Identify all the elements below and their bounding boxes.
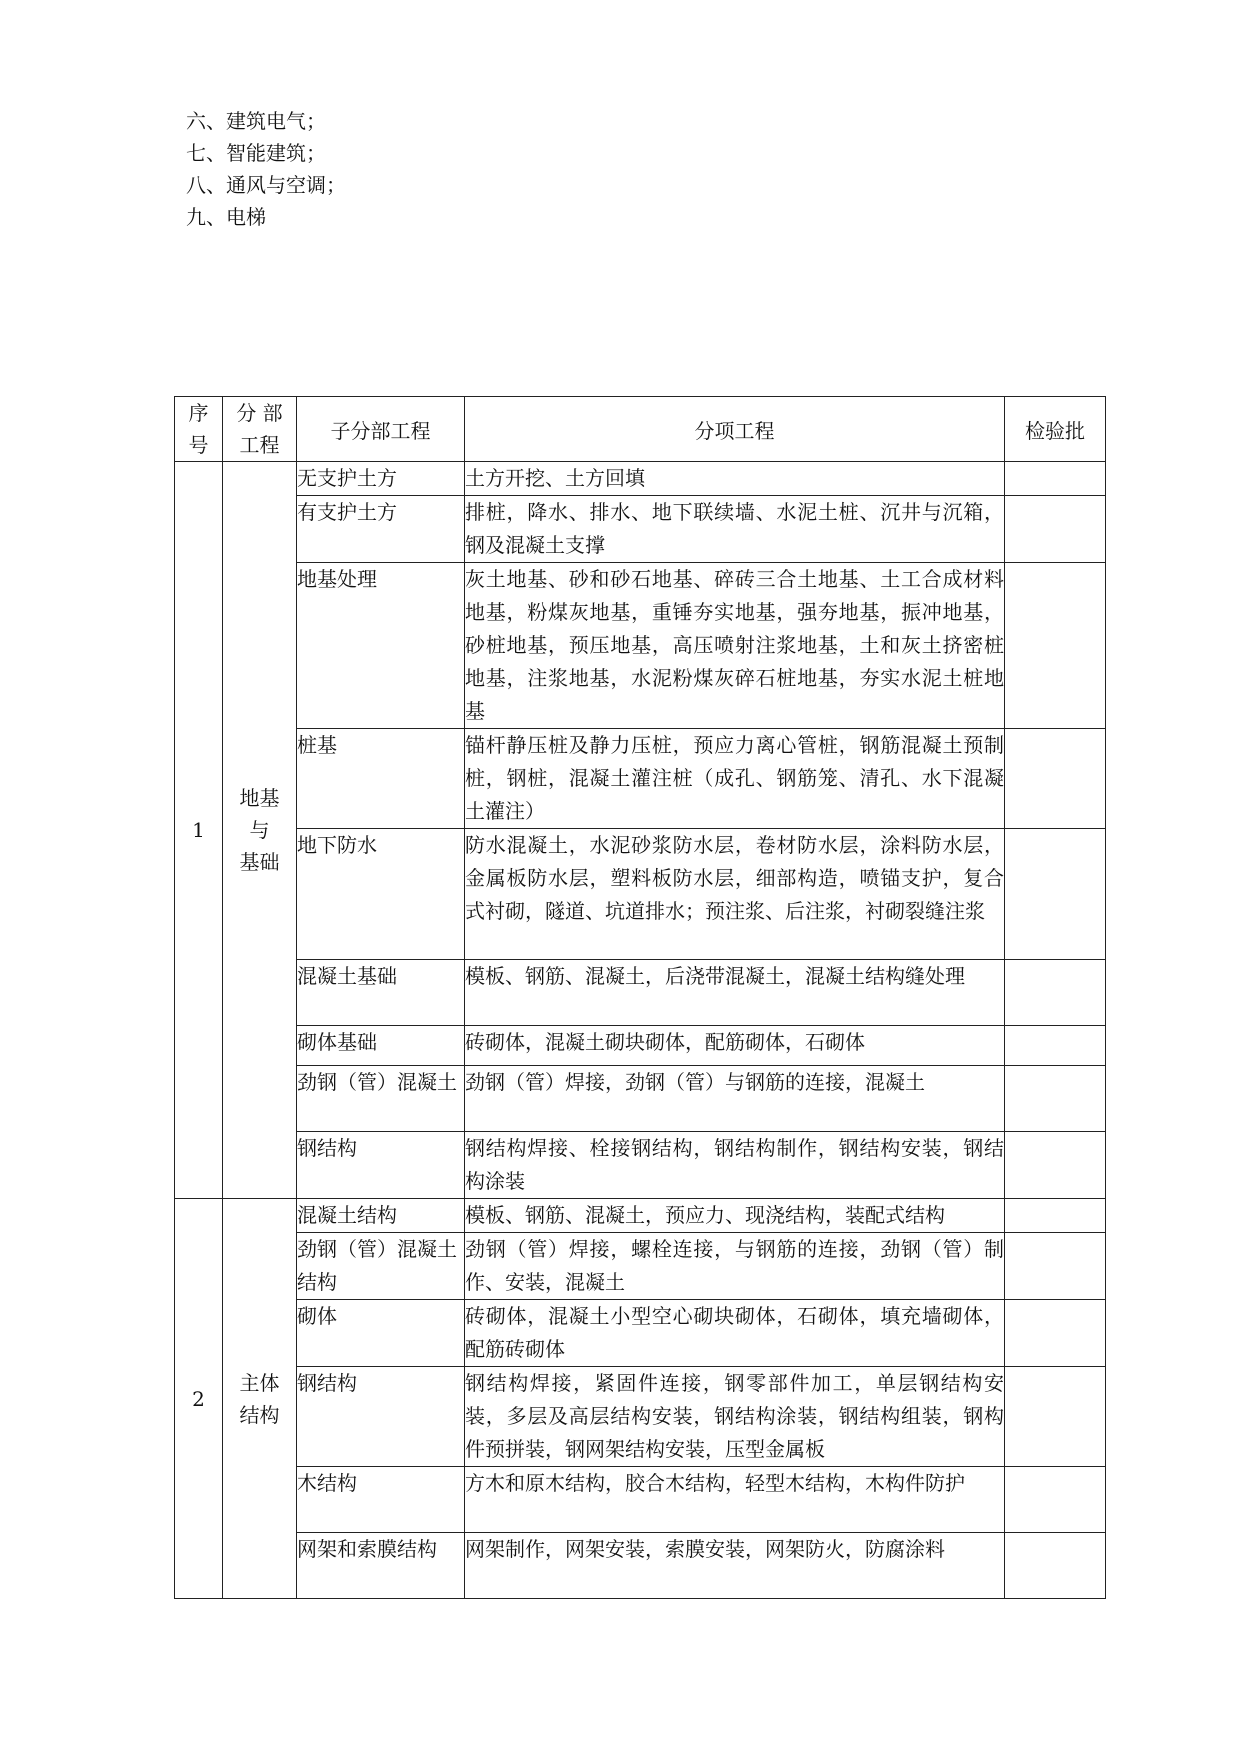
table-row bbox=[175, 960, 1106, 1026]
item-cell: 方木和原木结构，胶合木结构，轻型木结构，木构件防护 bbox=[465, 1467, 1005, 1533]
table-row bbox=[175, 1300, 1106, 1367]
subdivision-cell: 混凝土结构 bbox=[297, 1199, 465, 1233]
division-table bbox=[174, 396, 1106, 1599]
list-item: 八、通风与空调； bbox=[186, 173, 346, 197]
list-item: 六、建筑电气； bbox=[186, 109, 326, 133]
inspection-cell bbox=[1005, 462, 1106, 496]
table-row bbox=[175, 1132, 1106, 1199]
item-cell: 劲钢（管）焊接，螺栓连接，与钢筋的连接，劲钢（管）制作、安装，混凝土 bbox=[465, 1233, 1005, 1300]
inspection-cell bbox=[1005, 563, 1106, 729]
subdivision-cell: 混凝土基础 bbox=[297, 960, 465, 1026]
subdivision-cell: 钢结构 bbox=[297, 1132, 465, 1199]
subdivision-cell: 桩基 bbox=[297, 729, 465, 829]
table-row bbox=[175, 1066, 1106, 1132]
inspection-cell bbox=[1005, 1066, 1106, 1132]
table-row bbox=[175, 1199, 1106, 1233]
list-item: 七、智能建筑； bbox=[186, 141, 326, 165]
inspection-cell bbox=[1005, 1199, 1106, 1233]
item-cell: 土方开挖、土方回填 bbox=[465, 462, 1005, 496]
item-cell: 锚杆静压桩及静力压桩，预应力离心管桩，钢筋混凝土预制桩，钢桩，混凝土灌注桩（成孔、钢筋笼、清孔、水下混凝土灌注） bbox=[465, 729, 1005, 829]
table-row bbox=[175, 1026, 1106, 1066]
subdivision-cell: 劲钢（管）混凝土 bbox=[297, 1066, 465, 1132]
table-row bbox=[175, 563, 1106, 729]
subdivision-cell: 无支护土方 bbox=[297, 462, 465, 496]
division-cell: 主体 结构 bbox=[223, 1199, 297, 1599]
header-seq: 序 号 bbox=[175, 397, 223, 462]
subdivision-cell: 有支护土方 bbox=[297, 496, 465, 563]
table-row bbox=[175, 1367, 1106, 1467]
list-item: 九、电梯 bbox=[186, 205, 266, 229]
subdivision-cell: 劲钢（管）混凝土结构 bbox=[297, 1233, 465, 1300]
item-cell: 模板、钢筋、混凝土，后浇带混凝土，混凝土结构缝处理 bbox=[465, 960, 1005, 1026]
inspection-cell bbox=[1005, 1367, 1106, 1467]
subdivision-cell: 网架和索膜结构 bbox=[297, 1533, 465, 1599]
subdivision-cell: 砌体基础 bbox=[297, 1026, 465, 1066]
table-row bbox=[175, 1467, 1106, 1533]
seq-cell: 1 bbox=[175, 462, 223, 1199]
table-row bbox=[175, 462, 1106, 496]
inspection-cell bbox=[1005, 1533, 1106, 1599]
inspection-cell bbox=[1005, 960, 1106, 1026]
item-cell: 砖砌体，混凝土砌块砌体，配筋砌体，石砌体 bbox=[465, 1026, 1005, 1066]
table-row bbox=[175, 829, 1106, 960]
inspection-cell bbox=[1005, 1467, 1106, 1533]
subdivision-cell: 钢结构 bbox=[297, 1367, 465, 1467]
item-cell: 灰土地基、砂和砂石地基、碎砖三合土地基、土工合成材料地基，粉煤灰地基，重锤夯实地基，强夯地基，振冲地基，砂桩地基，预压地基，高压喷射注浆地基，土和灰土挤密桩地基，注浆地基，水泥粉煤灰碎石桩地基，夯实水泥土桩地基 bbox=[465, 563, 1005, 729]
inspection-cell bbox=[1005, 1233, 1106, 1300]
subdivision-cell: 地下防水 bbox=[297, 829, 465, 960]
item-cell: 钢结构焊接，紧固件连接，钢零部件加工，单层钢结构安装，多层及高层结构安装，钢结构涂装，钢结构组装，钢构件预拼装，钢网架结构安装，压型金属板 bbox=[465, 1367, 1005, 1467]
table-row bbox=[175, 496, 1106, 563]
inspection-cell bbox=[1005, 1132, 1106, 1199]
inspection-cell bbox=[1005, 829, 1106, 960]
subdivision-cell: 地基处理 bbox=[297, 563, 465, 729]
header-division: 分 部 工程 bbox=[223, 397, 297, 462]
inspection-cell bbox=[1005, 496, 1106, 563]
inspection-cell bbox=[1005, 1300, 1106, 1367]
item-cell: 劲钢（管）焊接，劲钢（管）与钢筋的连接，混凝土 bbox=[465, 1066, 1005, 1132]
table-row bbox=[175, 1533, 1106, 1599]
header-row bbox=[175, 397, 1106, 462]
item-cell: 钢结构焊接、栓接钢结构，钢结构制作，钢结构安装，钢结构涂装 bbox=[465, 1132, 1005, 1199]
inspection-cell bbox=[1005, 1026, 1106, 1066]
section-list bbox=[186, 105, 346, 233]
item-cell: 砖砌体，混凝土小型空心砌块砌体，石砌体，填充墙砌体，配筋砖砌体 bbox=[465, 1300, 1005, 1367]
header-subdivision: 子分部工程 bbox=[297, 397, 465, 462]
table-row bbox=[175, 1233, 1106, 1300]
subdivision-cell: 砌体 bbox=[297, 1300, 465, 1367]
item-cell: 防水混凝土，水泥砂浆防水层，卷材防水层，涂料防水层，金属板防水层，塑料板防水层，细部构造，喷锚支护，复合式衬砌，隧道、坑道排水；预注浆、后注浆，衬砌裂缝注浆 bbox=[465, 829, 1005, 960]
item-cell: 网架制作，网架安装，索膜安装，网架防火，防腐涂料 bbox=[465, 1533, 1005, 1599]
subdivision-cell: 木结构 bbox=[297, 1467, 465, 1533]
item-cell: 模板、钢筋、混凝土，预应力、现浇结构，装配式结构 bbox=[465, 1199, 1005, 1233]
header-inspection: 检验批 bbox=[1005, 397, 1106, 462]
division-cell: 地基 与 基础 bbox=[223, 462, 297, 1199]
inspection-cell bbox=[1005, 729, 1106, 829]
header-item: 分项工程 bbox=[465, 397, 1005, 462]
seq-cell: 2 bbox=[175, 1199, 223, 1599]
item-cell: 排桩，降水、排水、地下联续墙、水泥土桩、沉井与沉箱，钢及混凝土支撑 bbox=[465, 496, 1005, 563]
table-row bbox=[175, 729, 1106, 829]
